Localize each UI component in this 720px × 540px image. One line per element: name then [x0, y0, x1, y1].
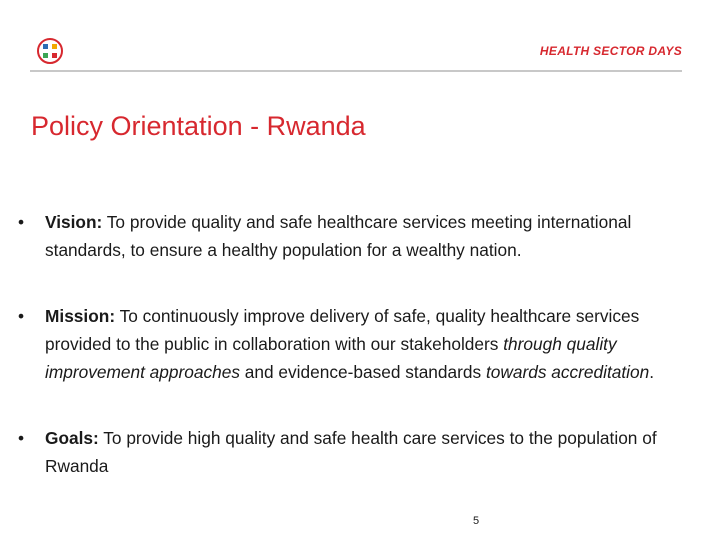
bullet-text: To provide quality and safe healthcare services meeting international standards, to ensure a healthy population for a wealthy nation. [45, 212, 632, 260]
page-number: 5 [473, 515, 480, 527]
quadrant-cross-logo-icon [37, 38, 63, 64]
brand-wordmark: HEALTH SECTOR DAYS [539, 44, 682, 58]
bullet-list [18, 208, 708, 480]
bullet-icon: • [18, 306, 25, 326]
bullet-icon: • [18, 212, 25, 232]
header-divider [30, 70, 682, 72]
bullet-lead: Mission: [45, 306, 116, 326]
slide-title: Policy Orientation - Rwanda [31, 111, 366, 141]
bullet-italic-text: through quality improvement approaches [45, 334, 617, 382]
bullet-lead: Vision: [45, 212, 103, 232]
goals-bullet [18, 424, 708, 480]
bullet-text: To provide high quality and safe health care services to the population of Rwanda [45, 428, 657, 476]
mission-bullet [18, 302, 708, 386]
bullet-lead: Goals: [45, 428, 99, 448]
bullet-text: . [649, 362, 655, 382]
bullet-italic-text: towards accreditation [485, 362, 650, 382]
bullet-text: and evidence-based standards [240, 362, 486, 382]
vision-bullet [18, 208, 708, 264]
bullet-text: To continuously improve delivery of safe, quality healthcare services provided to the public in collaboration with our stakeholders [45, 306, 640, 354]
bullet-icon: • [18, 428, 25, 448]
